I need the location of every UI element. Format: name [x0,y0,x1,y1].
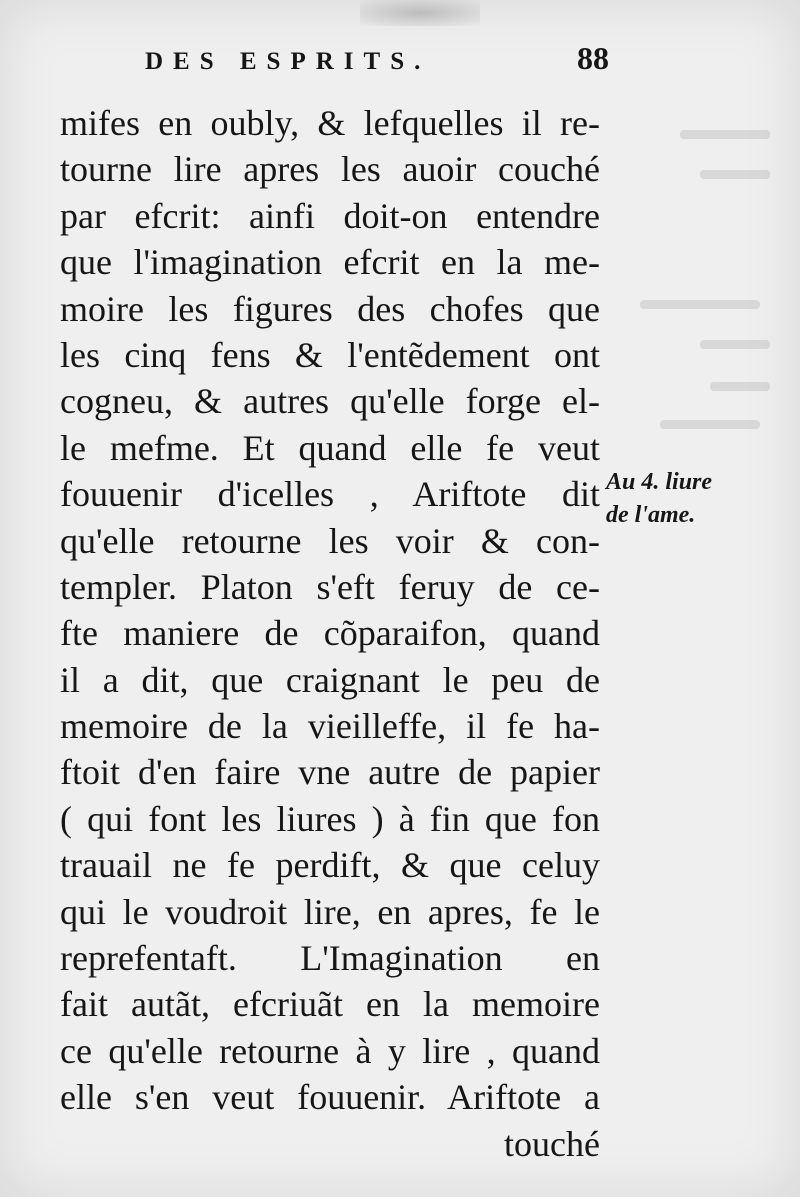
text-line: les cinq fens & l'entẽdement ont [60,334,600,375]
running-head: DES ESPRITS. [145,48,431,75]
text-line: fait autãt, efcriuãt en la memoire [60,984,600,1025]
text-line: templer. Platon s'eft feruy de ce- [60,566,600,607]
text-line: il a dit, que craignant le peu de [60,659,600,700]
text-line: fte maniere de cõparaifon, quand [60,613,600,654]
text-line: tourne lire apres les auoir couché [60,149,600,190]
body-text [60,100,600,1167]
text-line: ce qu'elle retourne à y lire , quand [60,1030,600,1071]
text-line: qu'elle retourne les voir & con- [60,520,600,561]
marginal-note-line: Au 4. liure [606,469,713,495]
text-line: ( qui font les liures ) à fin que fon [60,798,600,839]
text-line: elle s'en veut fouuenir. Ariftote a [60,1077,600,1118]
text-line: mifes en oubly, & lefquelles il re- [60,103,600,143]
text-line: par efcrit: ainfi doit-on entendre [60,195,600,236]
text-line: moire les figures des chofes que [60,288,600,329]
text-line: ftoit d'en faire vne autre de papier [60,752,600,793]
text-line: trauail ne fe perdift, & que celuy [60,845,600,886]
page-shadow [360,0,480,26]
text-line: fouuenir d'icelles , Ariftote dit [60,474,600,515]
marginal-note-line: de l'ame. [606,502,696,528]
catchword: touché [504,1123,600,1164]
text-line: memoire de la vieilleffe, il fe ha- [60,706,600,747]
page-header [145,40,615,84]
marginal-note [606,466,796,532]
text-line: cogneu, & autres qu'elle forge el- [60,381,600,422]
text-line: que l'imagination efcrit en la me- [60,242,600,283]
show-through-text [600,120,800,450]
text-line: reprefentaft. L'Imagination en [60,938,600,979]
text-line: qui le voudroit lire, en apres, fe le [60,891,600,932]
page-number: 88 [577,40,609,76]
text-line: le mefme. Et quand elle fe veut [60,427,600,468]
